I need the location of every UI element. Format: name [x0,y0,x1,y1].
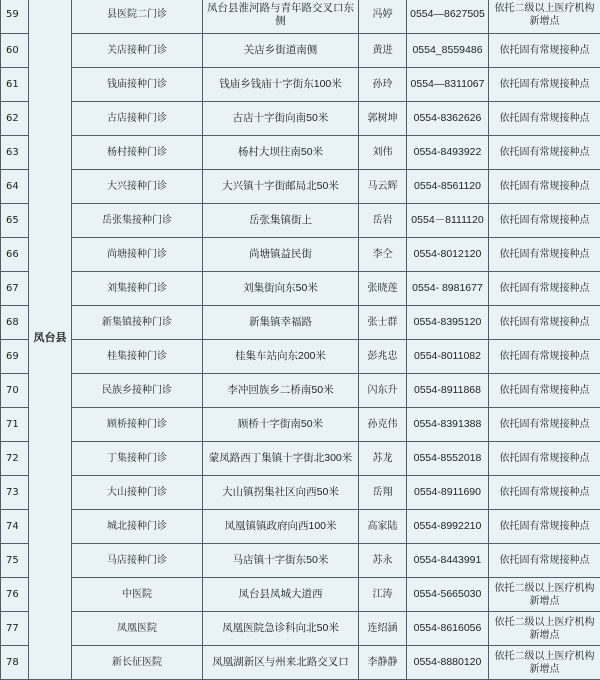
contact-person: 黄进 [359,34,407,68]
contact-person: 苏龙 [359,442,407,476]
table-row [1,544,600,578]
site-name: 大山接种门诊 [72,476,203,510]
site-note: 依托固有常规接种点 [489,238,600,272]
site-name: 桂集接种门诊 [72,340,203,374]
site-name: 岳张集接种门诊 [72,204,203,238]
site-note: 依托固有常规接种点 [489,374,600,408]
site-note: 依托固有常规接种点 [489,442,600,476]
contact-phone: 0554-5665030 [407,578,489,612]
contact-phone: 0554-8911868 [407,374,489,408]
table-row [1,136,600,170]
site-address: 李冲回族乡二桥南50米 [203,374,359,408]
table-row [1,0,600,34]
table-row [1,340,600,374]
site-name: 县医院二门诊 [72,0,203,34]
site-name: 古店接种门诊 [72,102,203,136]
contact-phone: 0554-8616056 [407,612,489,646]
row-number: 71 [1,408,29,442]
site-name: 城北接种门诊 [72,510,203,544]
site-name: 尚塘接种门诊 [72,238,203,272]
table-row [1,306,600,340]
site-address: 凤凰湖新区与州来北路交叉口 [203,646,359,680]
site-note: 依托固有常规接种点 [489,272,600,306]
site-note: 依托固有常规接种点 [489,544,600,578]
row-number: 60 [1,34,29,68]
row-number: 64 [1,170,29,204]
table-row [1,34,600,68]
row-number: 76 [1,578,29,612]
contact-person: 孙玲 [359,68,407,102]
site-name: 大兴接种门诊 [72,170,203,204]
contact-phone: 0554-8362626 [407,102,489,136]
site-address: 凤台县凤城大道西 [203,578,359,612]
contact-person: 江涛 [359,578,407,612]
site-name: 新长征医院 [72,646,203,680]
site-address: 刘集街向东50米 [203,272,359,306]
contact-phone: 0554-8493922 [407,136,489,170]
row-number: 67 [1,272,29,306]
contact-phone: 0554-8443991 [407,544,489,578]
contact-phone: 0554-8561120 [407,170,489,204]
site-note: 依托二级以上医疗机构新增点 [489,0,600,34]
table-row [1,578,600,612]
contact-person: 连绍涵 [359,612,407,646]
table-row [1,272,600,306]
site-name: 刘集接种门诊 [72,272,203,306]
site-note: 依托二级以上医疗机构新增点 [489,612,600,646]
row-number: 74 [1,510,29,544]
contact-person: 刘伟 [359,136,407,170]
site-address: 桂集车站向东200米 [203,340,359,374]
row-number: 77 [1,612,29,646]
table-row [1,442,600,476]
contact-person: 苏永 [359,544,407,578]
contact-person: 张晓莲 [359,272,407,306]
row-number: 69 [1,340,29,374]
site-note: 依托固有常规接种点 [489,476,600,510]
contact-person: 孙克伟 [359,408,407,442]
site-address: 大山镇拐集社区向西50米 [203,476,359,510]
site-note: 依托固有常规接种点 [489,34,600,68]
site-note: 依托固有常规接种点 [489,510,600,544]
site-address: 钱庙乡钱庙十字街东100米 [203,68,359,102]
site-name: 丁集接种门诊 [72,442,203,476]
contact-phone: 0554－8111120 [407,204,489,238]
site-note: 依托固有常规接种点 [489,136,600,170]
contact-phone: 0554-8012120 [407,238,489,272]
contact-phone: 0554-8992210 [407,510,489,544]
site-address: 岳张集镇街上 [203,204,359,238]
contact-phone: 0554-8911690 [407,476,489,510]
table-row [1,646,600,680]
contact-person: 彭兆忠 [359,340,407,374]
site-name: 凤凰医院 [72,612,203,646]
row-number: 68 [1,306,29,340]
table-body [1,0,600,680]
contact-person: 岳岩 [359,204,407,238]
row-number: 70 [1,374,29,408]
site-address: 凤凰镇镇政府向西100米 [203,510,359,544]
contact-person: 李静静 [359,646,407,680]
site-address: 大兴镇十字街邮局北50米 [203,170,359,204]
contact-phone: 0554-8552018 [407,442,489,476]
table-row [1,476,600,510]
table-row [1,408,600,442]
row-number: 62 [1,102,29,136]
row-number: 66 [1,238,29,272]
site-address: 马店镇十字街东50米 [203,544,359,578]
row-number: 73 [1,476,29,510]
county-name: 凤台县 [29,0,72,680]
contact-person: 郭树坤 [359,102,407,136]
contact-phone: 0554-8011082 [407,340,489,374]
row-number: 63 [1,136,29,170]
site-address: 古店十字街向南50米 [203,102,359,136]
row-number: 65 [1,204,29,238]
contact-person: 岳翔 [359,476,407,510]
site-name: 关店接种门诊 [72,34,203,68]
site-note: 依托固有常规接种点 [489,204,600,238]
row-number: 78 [1,646,29,680]
site-note: 依托固有常规接种点 [489,102,600,136]
site-address: 凤台县淮河路与青年路交叉口东侧 [203,0,359,34]
row-number: 59 [1,0,29,34]
site-address: 蒙凤路西丁集镇十字街北300米 [203,442,359,476]
site-address: 杨村大坝往南50米 [203,136,359,170]
contact-person: 闪东升 [359,374,407,408]
site-name: 杨村接种门诊 [72,136,203,170]
row-number: 75 [1,544,29,578]
contact-person: 冯婷 [359,0,407,34]
site-note: 依托二级以上医疗机构新增点 [489,578,600,612]
table-row [1,68,600,102]
site-address: 关店乡街道南侧 [203,34,359,68]
table-row [1,374,600,408]
contact-phone: 0554-8391388 [407,408,489,442]
contact-person: 马云辉 [359,170,407,204]
table-row [1,170,600,204]
contact-phone: 0554—8311067 [407,68,489,102]
site-note: 依托二级以上医疗机构新增点 [489,646,600,680]
site-note: 依托固有常规接种点 [489,408,600,442]
site-name: 新集镇接种门诊 [72,306,203,340]
site-name: 民族乡接种门诊 [72,374,203,408]
contact-phone: 0554_8559486 [407,34,489,68]
row-number: 72 [1,442,29,476]
table-row [1,102,600,136]
site-name: 马店接种门诊 [72,544,203,578]
site-address: 新集镇幸福路 [203,306,359,340]
site-note: 依托固有常规接种点 [489,306,600,340]
site-address: 尚塘镇益民街 [203,238,359,272]
site-note: 依托固有常规接种点 [489,68,600,102]
site-note: 依托固有常规接种点 [489,340,600,374]
contact-phone: 0554—8627505 [407,0,489,34]
site-name: 钱庙接种门诊 [72,68,203,102]
table-row [1,510,600,544]
table-row [1,612,600,646]
contact-phone: 0554- 8981677 [407,272,489,306]
contact-phone: 0554-8880120 [407,646,489,680]
contact-person: 高家陆 [359,510,407,544]
table-row [1,204,600,238]
table-row [1,238,600,272]
contact-phone: 0554-8395120 [407,306,489,340]
site-name: 中医院 [72,578,203,612]
contact-person: 张士群 [359,306,407,340]
site-note: 依托固有常规接种点 [489,170,600,204]
site-name: 顾桥接种门诊 [72,408,203,442]
site-address: 凤凰医院急诊科向北50米 [203,612,359,646]
contact-person: 李仝 [359,238,407,272]
row-number: 61 [1,68,29,102]
site-address: 顾桥十字街南50米 [203,408,359,442]
